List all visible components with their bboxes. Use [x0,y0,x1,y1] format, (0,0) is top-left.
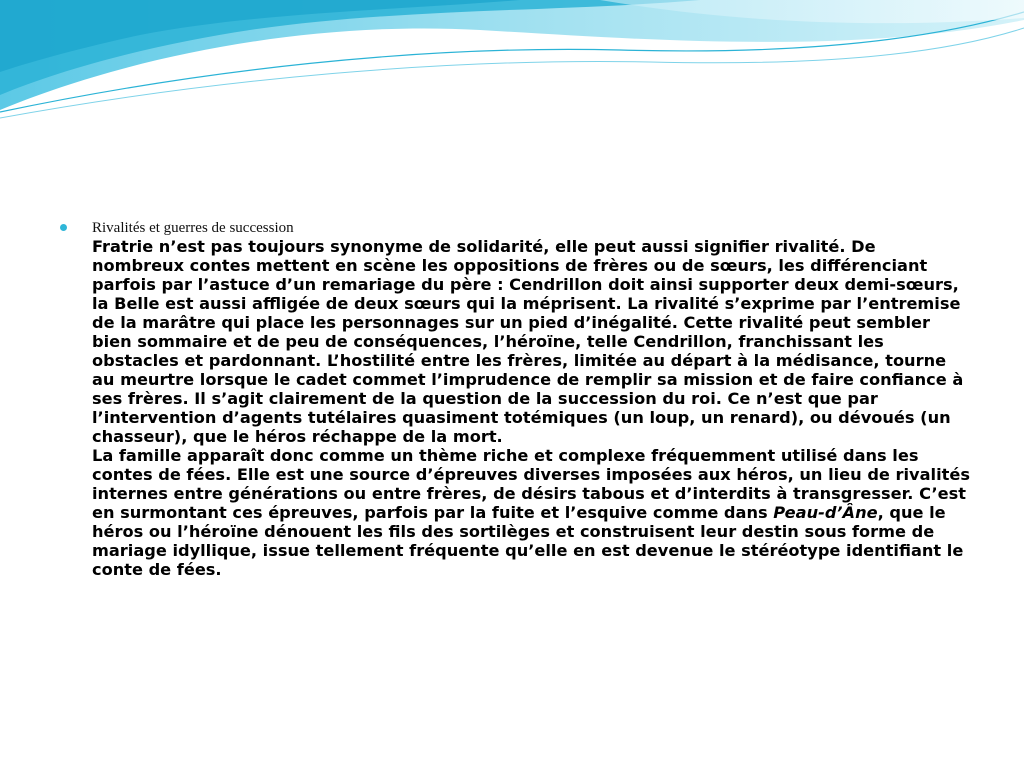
paragraph-rivalry: Fratrie n’est pas toujours synonyme de solidarité, elle peut aussi signifier rivalité. De nombreux contes mettent en scène les oppositions de frères ou de sœurs, les différenciant parfois par l’astuce d’un remariage du père : Cendrillon doit ainsi supporter deux demi-sœurs, la Belle est aussi affligée de deux sœurs qui la méprisent. La rivalité s’exprime par l’entremise de la marâtre qui place les personnages sur un pied d’inégalité. Cette rivalité peut sembler bien sommaire et de peu de conséquences, l’héroïne, telle Cendrillon, franchissant les obstacles et pardonnant. L’hostilité entre les frères, limitée au départ à la médisance, tourne au meurtre lorsque le cadet commet l’imprudence de remplir sa mission et de faire confiance à ses frères. Il s’agit clairement de la question de la succession du roi. Ce n’est que par l’intervention d’agents tutélaires quasiment totémiques (un loup, un renard), ou dévoués (un chasseur), que le héros réchappe de la mort. [92,237,964,446]
header-wave-decoration [0,0,1024,130]
bullet-dot-icon [60,224,67,231]
bullet-heading: Rivalités et guerres de succession [92,220,294,236]
paragraph-family-conclusion [92,446,970,579]
paragraph-text-part: , que le héros ou l’héroïne dénouent les fils des sortilèges et construisent leur destin sous forme de mariage idyllique, issue tellement fréquente qu’elle en est devenue le stéréotype identifiant le conte de fées. [92,503,964,579]
slide-content [60,220,970,579]
title-peau-dane: Peau-d’Âne [773,503,878,522]
paragraph-text-part: La famille apparaît donc comme un thème riche et complexe fréquemment utilisé dans les contes de fées. Elle est une source d’épreuves diverses imposées aux héros, un lieu de rivalités internes entre générations ou entre frères, de désirs tabous et d’interdits à transgresser. C’est en surmontant ces épreuves, parfois par la fuite et l’esquive comme dans [92,446,970,522]
bullet-item [92,220,970,579]
